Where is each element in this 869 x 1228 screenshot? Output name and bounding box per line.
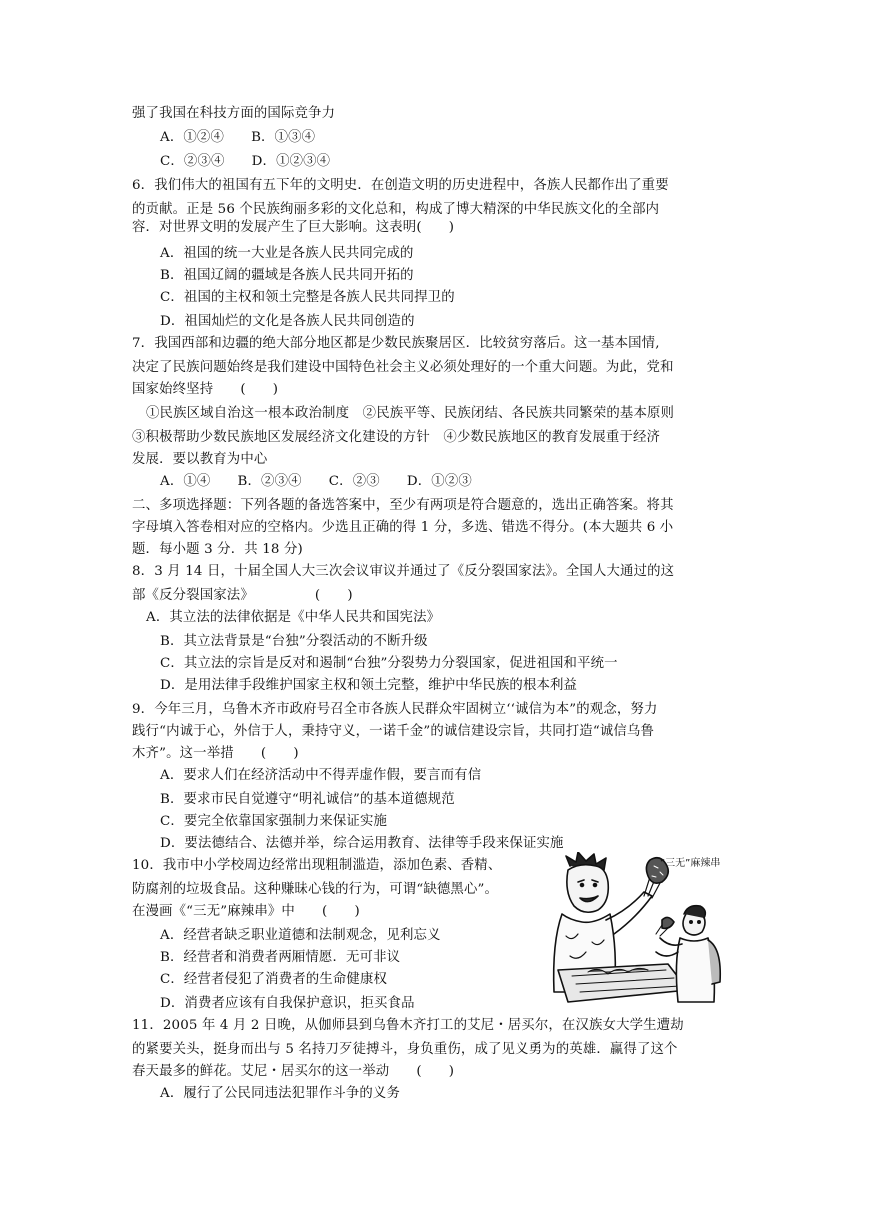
section-heading-line: 题．每小题 3 分．共 18 分) xyxy=(132,542,303,557)
option-line: B．其立法背景是“台独”分裂活动的不断升级 xyxy=(160,634,428,649)
option-line: D．消费者应该有自我保护意识，拒买食品 xyxy=(160,996,415,1011)
question-7-line: ①民族区域自治这一根本政治制度 ②民族平等、民族闭结、各民族共同繁荣的基本原则 xyxy=(146,406,675,421)
question-9-line: 9．今年三月，乌鲁木齐市政府号召全市各族人民群众牢固树立‘‘诚信为本”的观念，努力 xyxy=(132,702,658,717)
question-8-line: 8．3 月 14 日，十届全国人大三次会议审议并通过了《反分裂国家法》。全国人大通过的这 xyxy=(132,564,675,579)
question-9-line: 木齐”。这一举措 ( ) xyxy=(132,746,299,761)
question-10-line: 在漫画《“三无”麻辣串》中 ( ) xyxy=(132,904,360,919)
question-7-line: 7．我国西部和边疆的绝大部分地区都是少数民族聚居区．比较贫穷落后。这一基本国情, xyxy=(132,336,660,351)
question-11-line: 11．2005 年 4 月 2 日晚，从伽师县到乌鲁木齐打工的艾尼・居买尔，在汉族女大学生遭劫 xyxy=(132,1018,684,1033)
option-line: C．②③④ D．①②③④ xyxy=(160,154,331,169)
question-6-line: 容．对世界文明的发展产生了巨大影响。这表明( ) xyxy=(132,220,455,235)
option-line: D．祖国灿烂的文化是各族人民共同创造的 xyxy=(160,314,415,329)
option-line: A．经营者缺乏职业道德和法制观念，见利忘义 xyxy=(160,928,441,943)
option-line: C．要完全依靠国家强制力来保证实施 xyxy=(160,814,388,829)
cartoon-illustration xyxy=(548,852,728,1014)
question-10-line: 防腐剂的垃圾食品。这种赚昧心钱的行为，可谓“缺德黑心”。 xyxy=(132,882,499,897)
question-7-line: 决定了民族问题始终是我们建设中国特色社会主义必须处理好的一个重大问题。为此，党和 xyxy=(132,360,674,375)
question-8-line: 部《反分裂国家法》 ( ) xyxy=(132,588,353,603)
question-6-line: 6．我们伟大的祖国有五下年的文明史．在创造文明的历史进程中，各族人民都作出了重要 xyxy=(132,178,669,193)
option-line: B．祖国辽阔的疆域是各族人民共同开拓的 xyxy=(160,268,414,283)
question-9-line: 践行“内诚于心，外信于人，秉持守义，一诺千金”的诚信建设宗旨，共同打造“诚信乌鲁 xyxy=(132,724,654,739)
question-7-line: ③积极帮助少数民族地区发展经济文化建设的方针 ④少数民族地区的教育发展重于经济 xyxy=(132,430,661,445)
question-10-line: 10．我市中小学校周边经常出现粗制滥造，添加色素、香精、 xyxy=(132,858,502,873)
option-line: D．是用法律手段维护国家主权和领土完整，维护中华民族的根本利益 xyxy=(160,678,578,693)
question-7-line: 发展．要以教育为中心 xyxy=(132,452,268,467)
option-line: C．经营者侵犯了消费者的生命健康权 xyxy=(160,972,388,987)
option-line: B．经营者和消费者两厢情愿．无可非议 xyxy=(160,950,401,965)
option-line: A．履行了公民同违法犯罪作斗争的义务 xyxy=(160,1086,401,1101)
option-line: D．要法德结合、法德并举，综合运用教育、法律等手段来保证实施 xyxy=(160,836,564,851)
option-line: A．其立法的法律依据是《中华人民共和国宪法》 xyxy=(146,610,441,625)
question-7-line: 国家始终坚持 ( ) xyxy=(132,382,279,397)
option-line: A．要求人们在经济活动中不得弄虚作假，要言而有信 xyxy=(160,768,482,783)
option-line: A．①②④ B．①③④ xyxy=(160,130,316,145)
option-line: A．祖国的统一大业是各族人民共同完成的 xyxy=(160,246,414,261)
section-heading-line: 二、多项选择题：下列各题的备选答案中，至少有两项是符合题意的，选出正确答案。将其 xyxy=(132,498,674,513)
option-line: C．其立法的宗旨是反对和遏制“台独”分裂势力分裂国家，促进祖国和平统一 xyxy=(160,656,618,671)
question-11-line: 的紧要关头，挺身而出与 5 名持刀歹徒搏斗，身负重伤，成了见义勇为的英雄．赢得了这个 xyxy=(132,1042,678,1057)
cartoon-caption: “三无”麻辣串 xyxy=(660,858,721,869)
section-heading-line: 字母填入答卷相对应的空格内。少选且正确的得 1 分，多选、错选不得分。(本大题共 6 小 xyxy=(132,520,674,535)
question-11-line: 春天最多的鲜花。艾尼・居买尔的这一举动 ( ) xyxy=(132,1064,455,1079)
question-6-line: 的贡献。正是 56 个民族绚丽多彩的文化总和，构成了博大精深的中华民族文化的全部内 xyxy=(132,202,660,217)
option-line: B．要求市民自觉遵守“明礼诚信”的基本道德规范 xyxy=(160,792,455,807)
option-line: A．①④ B．②③④ C．②③ D．①②③ xyxy=(160,474,472,489)
option-line: C．祖国的主权和领土完整是各族人民共同捍卫的 xyxy=(160,290,455,305)
text-line: 强了我国在科技方面的国际竞争力 xyxy=(132,106,336,121)
